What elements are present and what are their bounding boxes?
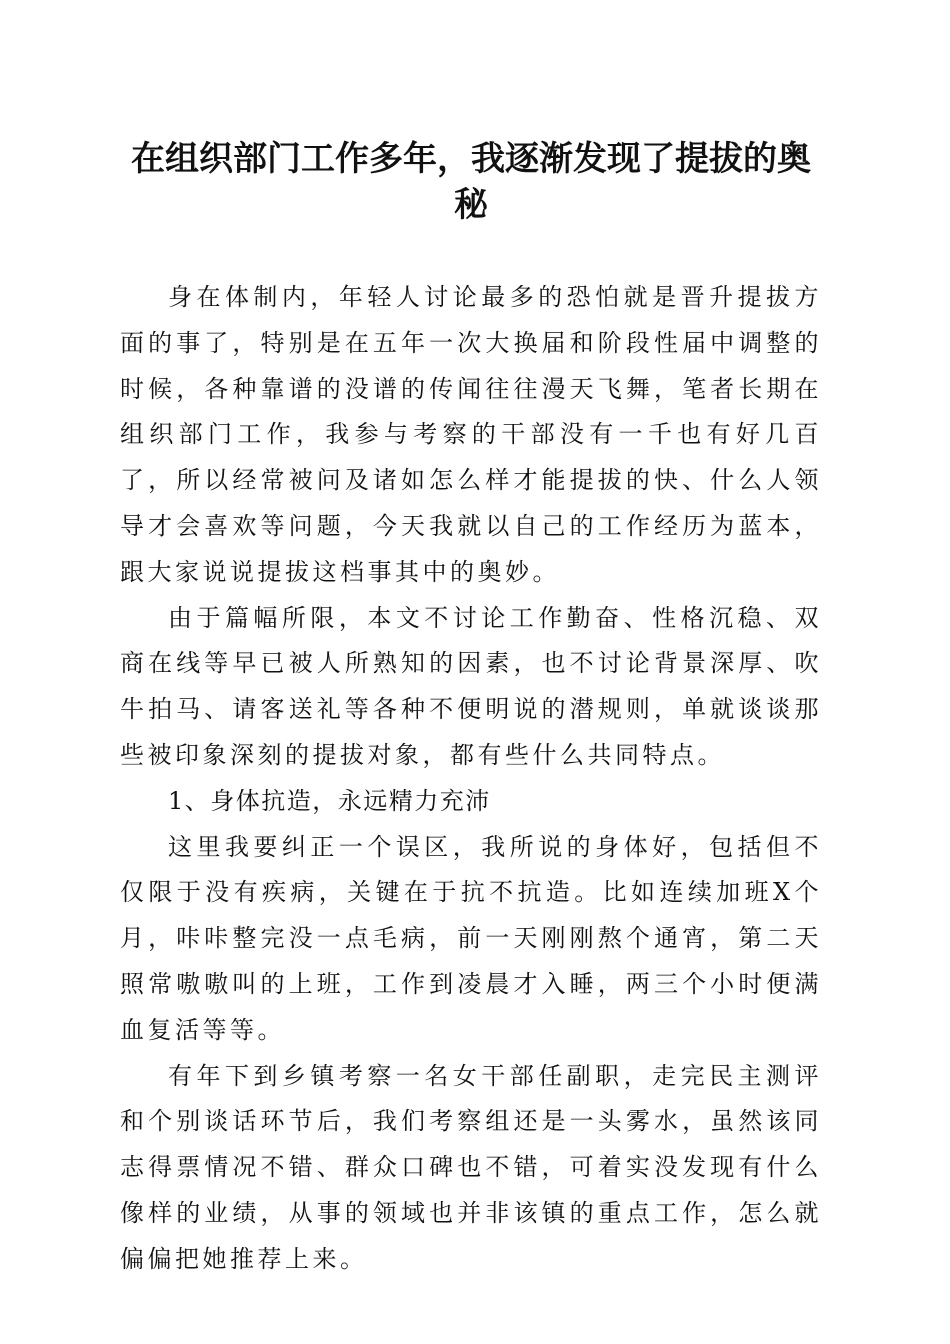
document-title: 在组织部门工作多年，我逐渐发现了提拔的奥秘 [131,139,811,225]
section-heading-1: 1、身体抗造，永远精力充沛 [168,786,491,815]
document-body [120,275,822,1283]
paragraph-example: 有年下到乡镇考察一名女干部任副职，走完民主测评和个别谈话环节后，我们考察组还是一头雾水，虽然该同志得票情况不错、群众口碑也不错，可着实没发现有什么像样的业绩，从事的领域也并非该镇的重点工作，怎么就偏偏把她推荐上来。 [120,1061,822,1273]
paragraph-scope: 由于篇幅所限，本文不讨论工作勤奋、性格沉稳、双商在线等早已被人所熟知的因素，也不讨论背景深厚、吹牛拍马、请客送礼等各种不便明说的潜规则，单就谈谈那些被印象深刻的提拔对象，都有些什么共同特点。 [120,603,822,769]
paragraph-intro: 身在体制内，年轻人讨论最多的恐怕就是晋升提拔方面的事了，特别是在五年一次大换届和阶段性届中调整的时候，各种靠谱的没谱的传闻往往漫天飞舞，笔者长期在组织部门工作，我参与考察的干部没有一千也有好几百了，所以经常被问及诸如怎么样才能提拔的快、什么人领导才会喜欢等问题，今天我就以自己的工作经历为蓝本，跟大家说说提拔这档事其中的奥妙。 [120,283,822,586]
paragraph-health: 这里我要纠正一个误区，我所说的身体好，包括但不仅限于没有疾病，关键在于抗不抗造。比如连续加班X个月，咔咔整完没一点毛病，前一天刚刚熬个通宵，第二天照常嗷嗷叫的上班，工作到凌晨才入睡，两三个小时便满血复活等等。 [120,832,822,1044]
